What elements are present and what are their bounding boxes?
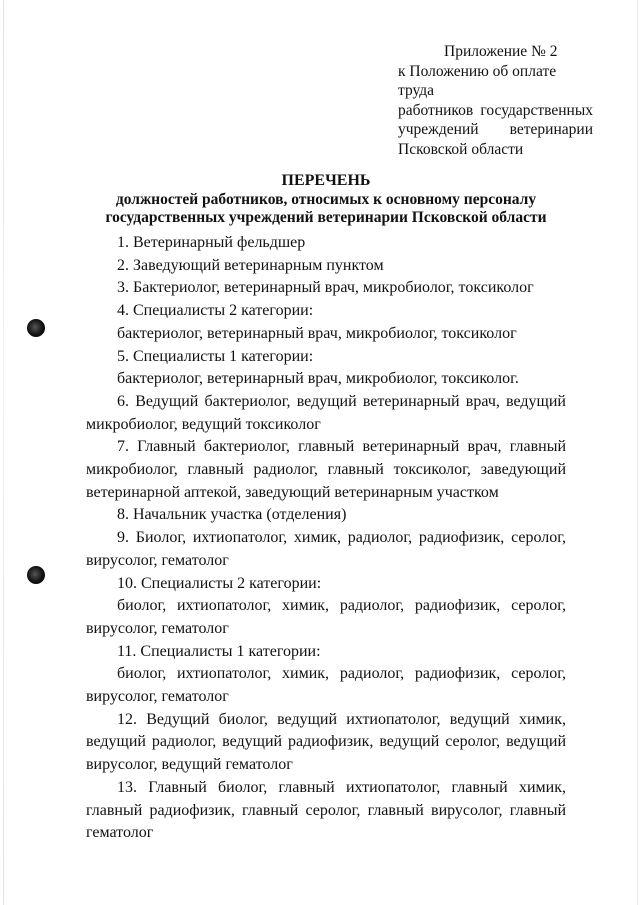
list-item-detail: биолог, ихтиопатолог, химик, радиолог, радиофизик, серолог, вирусолог, гематолог	[86, 665, 566, 706]
list-item: 3. Бактериолог, ветеринарный врач, микробиолог, токсиколог	[117, 279, 534, 297]
appendix-line: работников государственных	[398, 101, 593, 119]
list-item: 7. Главный бактериолог, главный ветеринарный врач, главный микробиолог, главный радиолог, главный токсиколог, заведующий ветеринарной аптекой, заведующий ветеринарным участком	[86, 438, 566, 501]
appendix-block	[398, 42, 593, 159]
list-item: 12. Ведущий биолог, ведущий ихтиопатолог, ведущий химик, ведущий радиолог, ведущий радиофизик, ведущий серолог, ведущий вирусолог, ведущий гематолог	[86, 710, 566, 774]
list-item: 10. Специалисты 2 категории:	[117, 574, 322, 592]
document-subtitle: должностей работников, относимых к основному персоналу	[115, 191, 537, 208]
list-item: 9. Биолог, ихтиопатолог, химик, радиолог, радиофизик, серолог, вирусолог, гематолог	[86, 529, 566, 569]
list-item: 11. Специалисты 1 категории:	[117, 642, 321, 660]
list-item-detail: биолог, ихтиопатолог, химик, радиолог, радиофизик, серолог, вирусолог, гематолог	[86, 597, 566, 637]
list-item-detail: бактериолог, ветеринарный врач, микробиолог, токсиколог.	[117, 370, 519, 388]
scan-edge-left	[3, 0, 4, 905]
list-item: 2. Заведующий ветеринарным пунктом	[117, 256, 384, 274]
list-item: 6. Ведущий бактериолог, ведущий ветеринарный врач, ведущий микробиолог, ведущий токсиколог	[86, 392, 566, 433]
list-item: 13. Главный биолог, главный ихтиопатолог, главный химик, главный радиофизик, главный серолог, главный вирусолог, главный гематолог	[86, 778, 566, 842]
appendix-title: Приложение № 2	[444, 43, 558, 60]
list-item: 5. Специалисты 1 категории:	[117, 347, 314, 365]
list-item: 4. Специалисты 2 категории:	[117, 302, 314, 320]
punch-hole	[27, 566, 45, 584]
list-item: 8. Начальник участка (отделения)	[117, 506, 347, 524]
positions-list	[86, 232, 566, 845]
list-item-detail: бактериолог, ветеринарный врач, микробиолог, токсиколог	[117, 324, 517, 342]
appendix-line: к Положению об оплате труда	[398, 62, 557, 99]
document-subtitle: государственных учреждений ветеринарии Псковской области	[105, 209, 547, 226]
scan-edge-right	[637, 0, 638, 905]
document-title: ПЕРЕЧЕНЬ	[281, 172, 371, 189]
appendix-line: учреждений ветеринарии	[398, 121, 593, 138]
list-item: 1. Ветеринарный фельдшер	[117, 234, 306, 251]
punch-hole	[27, 319, 45, 337]
appendix-line: Псковской области	[398, 140, 524, 158]
